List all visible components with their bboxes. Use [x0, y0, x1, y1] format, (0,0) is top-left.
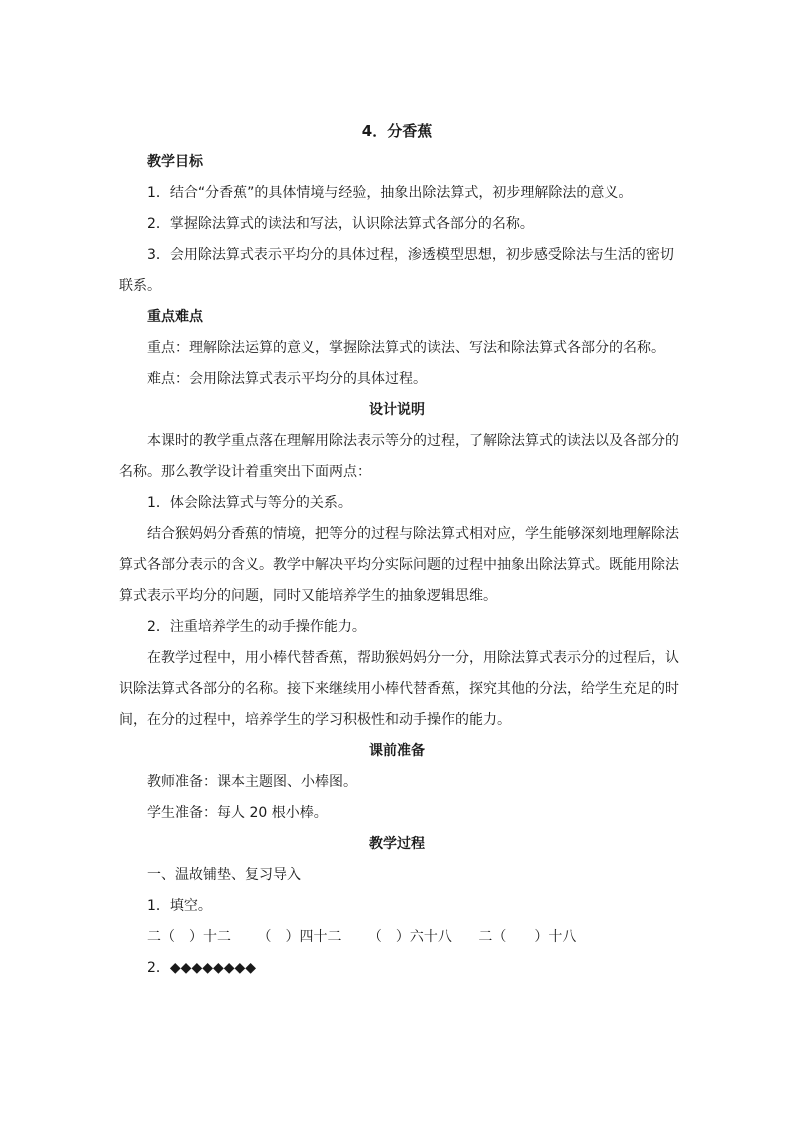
difficult-point: 难点：会用除法算式表示平均分的具体过程。: [147, 371, 427, 387]
objectives-heading: 教学目标: [147, 154, 203, 170]
design-heading: 设计说明: [369, 402, 425, 418]
design-paragraph-3-line-3: 间，在分的过程中，培养学生的学习积极性和动手操作的能力。: [119, 712, 511, 728]
design-paragraph-2-line-3: 算式表示平均分的问题，同时又能培养学生的抽象逻辑思维。: [119, 588, 497, 604]
lesson-title: 4．分香蕉: [361, 122, 433, 140]
design-item-1: 1．体会除法算式与等分的关系。: [147, 495, 352, 511]
blank-item: （ ）四十二: [257, 929, 342, 945]
objective-2: 2．掌握除法算式的读法和写法，认识除法算式各部分的名称。: [147, 216, 534, 232]
key-point: 重点：理解除法运算的意义，掌握除法算式的读法、写法和除法算式各部分的名称。: [147, 340, 665, 356]
teacher-preparation: 教师准备：课本主题图、小棒图。: [147, 774, 357, 790]
blank-item: 二（ ）十八: [478, 929, 577, 945]
design-paragraph-3-line-2: 识除法算式各部分的名称。接下来继续用小棒代替香蕉，探究其他的分法，给学生充足的时: [119, 681, 679, 697]
preparation-heading: 课前准备: [369, 743, 425, 759]
design-paragraph-1-line-1: 本课时的教学重点落在理解用除法表示等分的过程，了解除法算式的读法以及各部分的: [147, 433, 679, 449]
design-paragraph-2-line-1: 结合猴妈妈分香蕉的情境，把等分的过程与除法算式相对应，学生能够深刻地理解除法: [147, 526, 679, 542]
objective-3-line-1: 3．会用除法算式表示平均分的具体过程，渗透模型思想，初步感受除法与生活的密切: [147, 247, 674, 263]
fill-blank-instruction: 1．填空。: [147, 898, 212, 914]
design-item-2: 2．注重培养学生的动手操作能力。: [147, 619, 366, 635]
objective-1: 1．结合“分香蕉”的具体情境与经验，抽象出除法算式，初步理解除法的意义。: [147, 185, 633, 201]
document-body: [119, 116, 679, 984]
blank-item: （ ）六十八: [367, 929, 452, 945]
design-paragraph-1-line-2: 名称。那么教学设计着重突出下面两点：: [119, 464, 371, 480]
process-heading: 教学过程: [369, 836, 425, 852]
student-preparation: 学生准备：每人 20 根小棒。: [147, 805, 328, 821]
blank-item: 二（ ）十二: [147, 929, 231, 945]
objective-3-line-2: 联系。: [119, 278, 161, 294]
exercise-item-2: 2．◆◆◆◆◆◆◆◆: [147, 960, 257, 976]
process-step-1: 一、温故铺垫、复习导入: [147, 867, 301, 883]
key-difficulty-heading: 重点难点: [147, 309, 203, 325]
design-paragraph-2-line-2: 算式各部分表示的含义。教学中解决平均分实际问题的过程中抽象出除法算式。既能用除法: [119, 557, 679, 573]
design-paragraph-3-line-1: 在教学过程中，用小棒代替香蕉，帮助猴妈妈分一分，用除法算式表示分的过程后，认: [147, 650, 679, 666]
fill-blank-row: [119, 922, 675, 953]
